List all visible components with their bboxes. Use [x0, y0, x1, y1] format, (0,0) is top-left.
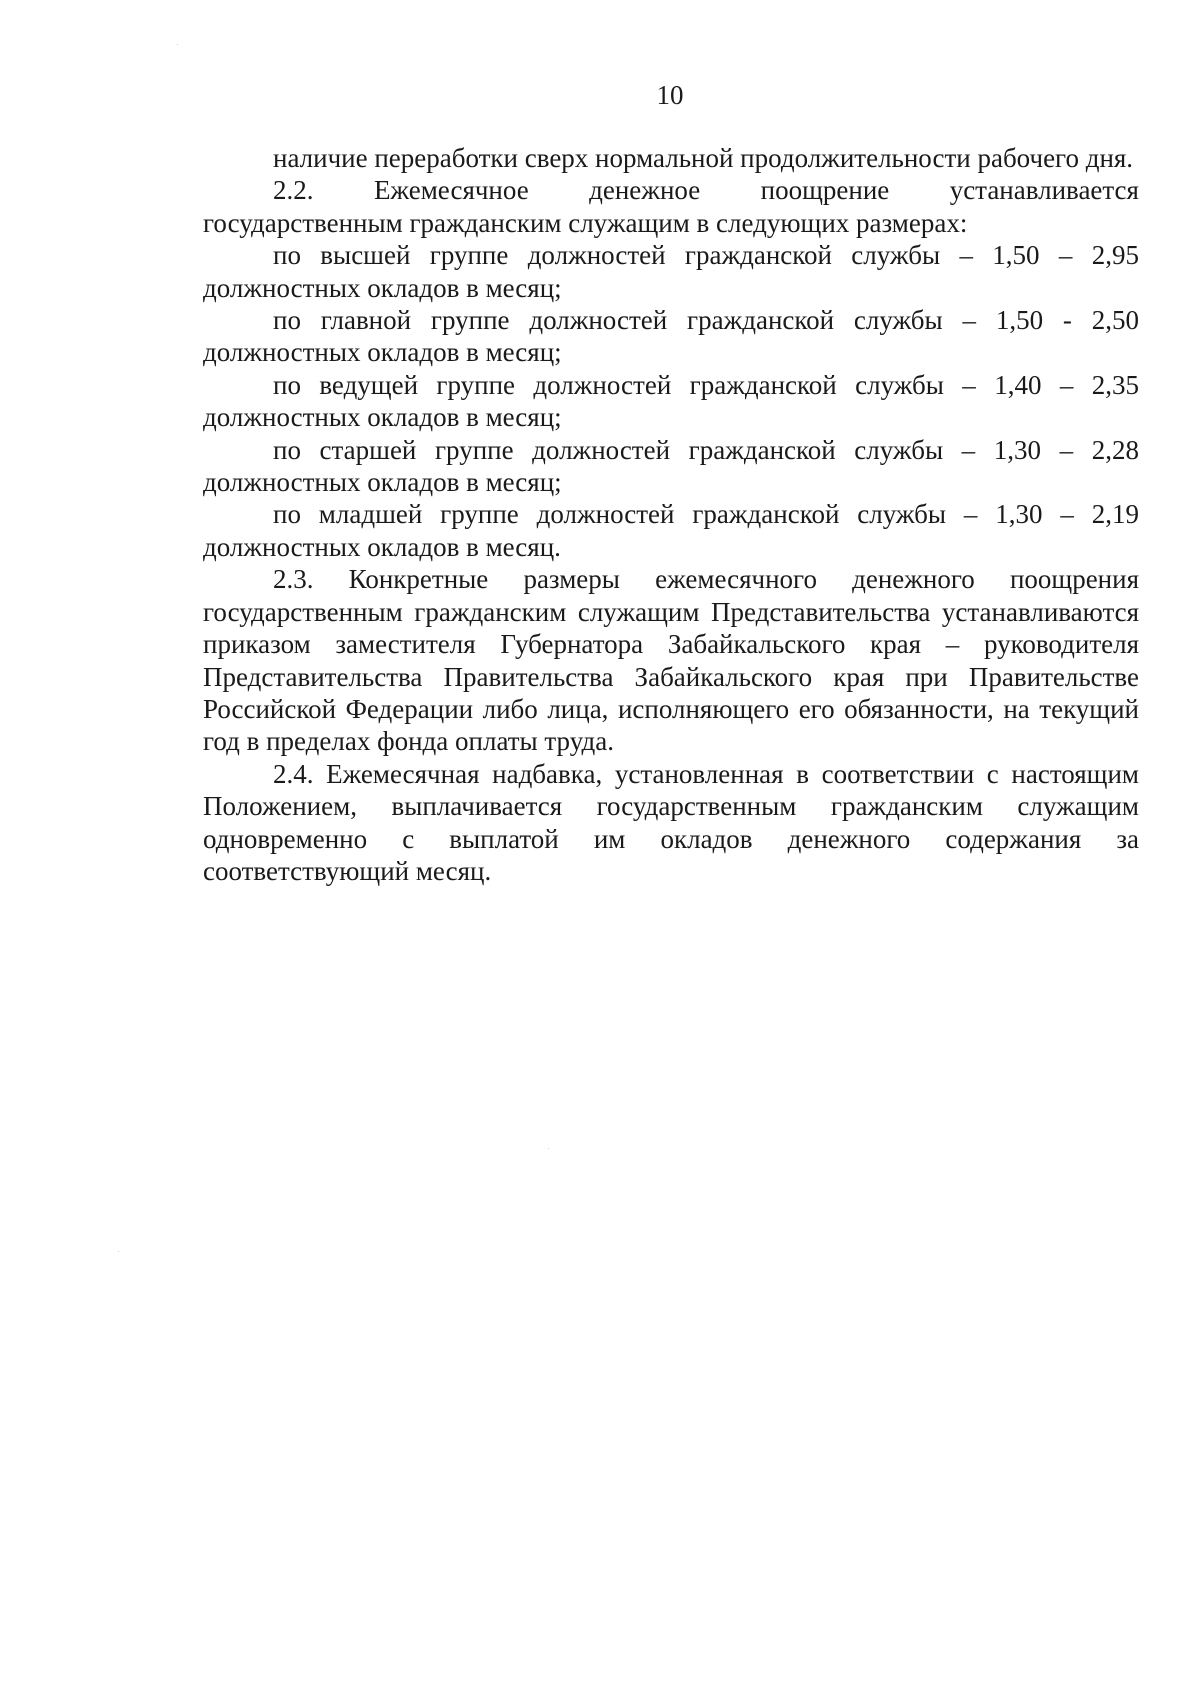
word: устанавливается — [949, 175, 1139, 206]
paragraph-main-group: по главной группе должностей гражданской службы – 1,50 - 2,50 должностных окладов в месяц; — [203, 305, 1139, 368]
document-body — [203, 142, 1139, 887]
word: поощрение — [760, 175, 890, 206]
word: денежное — [589, 175, 701, 206]
paragraph-2-2 — [203, 174, 1139, 239]
clause-number: 2.2. — [273, 175, 314, 206]
paragraph-junior-group: по младшей группе должностей гражданской службы – 1,30 – 2,19 должностных окладов в месяц. — [203, 499, 1139, 562]
paragraph-senior-group: по старшей группе должностей гражданской службы – 1,30 – 2,28 должностных окладов в месяц; — [203, 434, 1139, 498]
paragraph-overtime-continuation: наличие переработки сверх нормальной продолжительности рабочего дня. — [273, 143, 1134, 173]
paragraph-2-3: 2.3. Конкретные размеры ежемесячного денежного поощрения государственным гражданским служащим Представительства устанавливаются приказом заместителя Губернатора Забайкальского края – руководителя Представительства Правительства Забайкальского края при Правительстве Российской Федерации либо лица, исполняющего его обязанности, на текущий год в пределах фонда оплаты труда. — [203, 564, 1139, 757]
scan-speck — [548, 1148, 549, 1149]
paragraph-highest-group: по высшей группе должностей гражданской службы – 1,50 – 2,95 должностных окладов в месяц; — [203, 240, 1139, 303]
word: Ежемесячное — [373, 175, 529, 206]
paragraph-2-4: 2.4. Ежемесячная надбавка, установленная в соответствии с настоящим Положением, выплачивается государственным гражданским служащим одновременно с выплатой им окладов денежного содержания за соответствующий месяц. — [203, 758, 1139, 886]
page-number: 10 — [656, 80, 684, 110]
scan-speck — [177, 44, 178, 45]
paragraph-leading-group: по ведущей группе должностей гражданской службы – 1,40 – 2,35 должностных окладов в месяц; — [203, 369, 1139, 433]
paragraph-2-2-first-line — [203, 174, 1139, 206]
scan-speck — [118, 1251, 119, 1252]
paragraph-2-2-rest: государственным гражданским служащим в следующих размерах: — [203, 207, 968, 238]
